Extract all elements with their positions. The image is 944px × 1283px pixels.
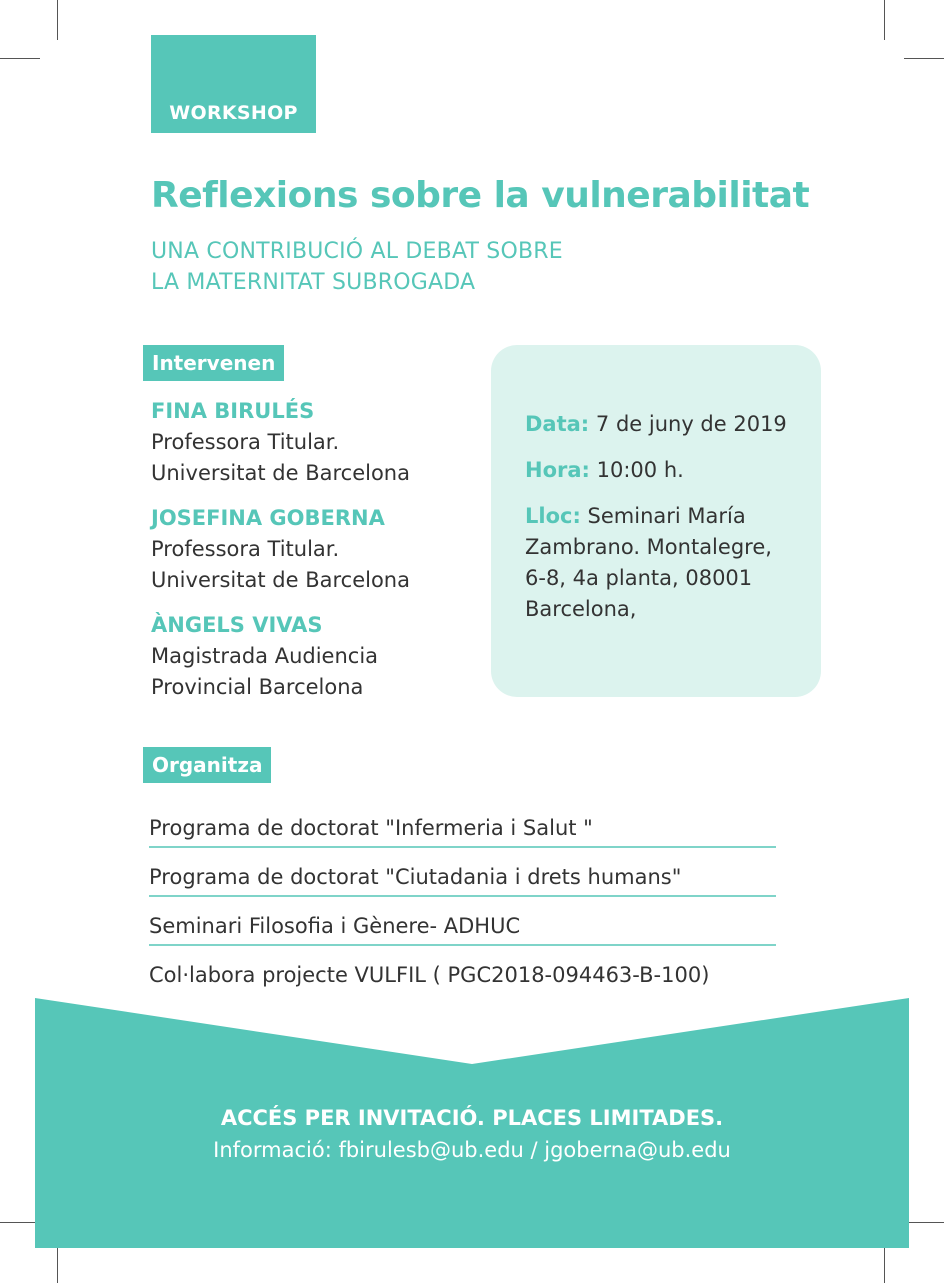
time-line	[525, 455, 821, 486]
subtitle-line: LA MATERNITAT SUBROGADA	[151, 270, 476, 295]
date-line	[525, 409, 821, 440]
organizer-item: Col·labora projecte VULFIL ( PGC2018-094463-B-100)	[149, 963, 710, 987]
event-title: Reflexions sobre la vulnerabilitat	[151, 175, 810, 216]
organizer-list	[149, 810, 776, 1004]
date-label: Data:	[525, 412, 590, 436]
speaker	[151, 396, 481, 489]
crop-mark	[0, 58, 40, 59]
place-value: 6-8, 4a planta, 08001	[525, 566, 753, 590]
event-subtitle	[151, 236, 563, 298]
organizers-label: Organitza	[143, 747, 271, 783]
speaker-name: JOSEFINA GOBERNA	[151, 506, 385, 530]
place-value: Zambrano. Montalegre,	[525, 535, 772, 559]
crop-mark	[57, 1243, 58, 1283]
organizer-item: Seminari Filosofia i Gènere- ADHUC	[149, 908, 776, 946]
place-value: Barcelona,	[525, 597, 637, 621]
workshop-tag-label: WORKSHOP	[169, 102, 298, 124]
crop-mark	[884, 0, 885, 40]
speaker-affiliation: Provincial Barcelona	[151, 675, 364, 699]
subtitle-line: UNA CONTRIBUCIÓ AL DEBAT SOBRE	[151, 239, 563, 264]
place-line	[525, 501, 821, 625]
time-label: Hora:	[525, 458, 590, 482]
speaker	[151, 610, 481, 703]
speakers-label: Intervenen	[143, 345, 284, 381]
speaker-affiliation: Universitat de Barcelona	[151, 461, 410, 485]
crop-mark	[904, 58, 944, 59]
date-value: 7 de juny de 2019	[595, 412, 787, 436]
event-info-box	[491, 345, 821, 697]
contact-info: Informació: fbirulesb@ub.edu / jgoberna@ub.edu	[213, 1138, 731, 1162]
place-label: Lloc:	[525, 504, 581, 528]
speaker-list	[151, 396, 481, 717]
speaker-name: ÀNGELS VIVAS	[151, 613, 323, 637]
workshop-tag	[151, 35, 316, 133]
crop-mark	[884, 1243, 885, 1283]
speaker-role: Magistrada Audiencia	[151, 644, 379, 668]
time-value: 10:00 h.	[596, 458, 684, 482]
speaker-affiliation: Universitat de Barcelona	[151, 568, 410, 592]
speaker-name: FINA BIRULÉS	[151, 399, 315, 423]
speaker-role: Professora Titular.	[151, 537, 340, 561]
crop-mark	[904, 1222, 944, 1223]
crop-mark	[57, 0, 58, 40]
speaker-role: Professora Titular.	[151, 430, 340, 454]
place-value: Seminari María	[587, 504, 746, 528]
organizer-item: Programa de doctorat "Ciutadania i drets humans"	[149, 859, 776, 897]
crop-mark	[0, 1222, 40, 1223]
access-notice: ACCÉS PER INVITACIÓ. PLACES LIMITADES.	[220, 1106, 724, 1130]
organizer-item: Programa de doctorat "Infermeria i Salut "	[149, 810, 776, 848]
speaker	[151, 503, 481, 596]
